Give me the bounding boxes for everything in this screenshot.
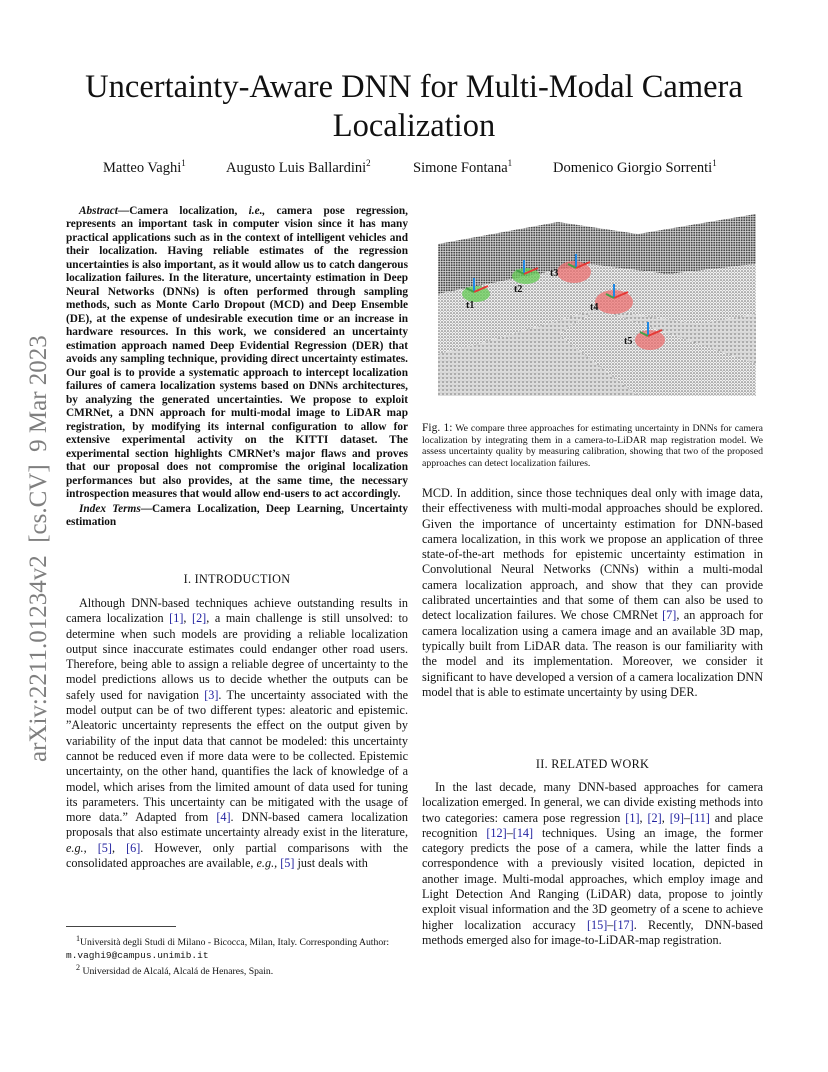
- citation-link[interactable]: [1]: [169, 611, 184, 626]
- footnote-rule: [66, 926, 176, 927]
- citation-link[interactable]: [7]: [662, 608, 677, 623]
- paragraph: [422, 780, 763, 948]
- footnote-mark: 1: [76, 934, 81, 943]
- author: [413, 160, 512, 177]
- text: –: [683, 810, 691, 825]
- affiliation-mark: 2: [366, 158, 371, 169]
- author-email[interactable]: m.vaghi9@campus.unimib.it: [66, 949, 209, 961]
- abstract: [66, 205, 408, 530]
- index-terms: Index Terms—Camera Localization, Deep Learning, Uncertainty estimation: [66, 502, 408, 529]
- citation-link[interactable]: [17]: [613, 917, 634, 932]
- citation-link[interactable]: [11]: [690, 810, 710, 825]
- text: MCD. In addition, since those techniques deal only with image data, their effectiveness with multi-modal approaches should be explored. Given the importance of uncertainty estimation for DNN-based camera localization, in this work we propose an application of three state-of-the-art methods for epistemic uncertainty estimation in Convolutional Neural Networks (CNNs) within a multi-modal camera localization approach, and show that they can provide calibrated uncertainties and that some of them can also be used to detect localization failures. We chose CMRNet: [422, 486, 763, 623]
- author-name: Simone Fontana: [413, 160, 508, 176]
- text: techniques. Using an image, the former category predicts the pose of a camera, while the latter finds a correspondence with a previously visited location, depicted in another image. Multi-modal approaches, which employ image and Light Detection And Ranging (LiDAR) data, propose to jointly exploit visual information and the 3D geometry of a scene to achieve higher localization accuracy: [422, 825, 763, 932]
- section-heading-related-work: [422, 757, 763, 772]
- index-terms-text: Camera Localization, Deep Learning, Uncertainty estimation: [66, 502, 408, 529]
- citation-link[interactable]: [2]: [647, 810, 662, 825]
- section-heading-introduction: [66, 572, 408, 587]
- paragraph: [422, 486, 763, 700]
- index-terms-label: Index Terms: [79, 502, 141, 515]
- related-work-text: [422, 780, 763, 948]
- red-uncertainty-ellipse: [635, 330, 665, 350]
- paper-title: Uncertainty-Aware DNN for Multi-Modal Camera Localization: [85, 69, 743, 144]
- citation-link[interactable]: [3]: [204, 687, 219, 702]
- pose-label: t2: [514, 284, 523, 295]
- abstract-text: camera pose regression, represents an important task in computer vision since it has many practical applications such as in the context of intelligent vehicles and their localization. Having reliable estimates of the regression uncertainties is also important, as it would allow us to catch dangerous localization failures. In the literature, uncertainty estimation in Deep Neural Networks (DNNs) is often performed through sampling methods, such as Monte Carlo Dropout (MCD) and Deep Ensemble (DE), at the expense of undesirable execution time or an increase in hardware resources. In this work, we considered an uncertainty estimation approach named Deep Evidential Regression (DER) that avoids any sampling technique, providing direct uncertainty estimates. Our goal is to provide a systematic approach to intercept localization failures of camera localization systems based on DNNs architectures, by analyzing the generated uncertainties. We propose to exploit CMRNet, a DNN approach for multi-modal image to LiDAR map registration, by modifying its internal configuration to allow for extensive experimental activity on the KITTI dataset. The experimental section highlights CMRNet’s major flaws and proves that our proposal does not compromise the original localization performances but also provides, at the same time, the necessary introspection measures that would allow end-users to act accordingly.: [66, 205, 408, 501]
- author-name: Augusto Luis Ballardini: [226, 160, 367, 176]
- text: –: [607, 917, 614, 932]
- footnote-text: Universidad de Alcalá, Alcalá de Henares, Spain.: [82, 966, 274, 978]
- footnote-2: [66, 962, 408, 979]
- affiliation-mark: 1: [507, 158, 513, 169]
- footnote-mark: 2: [76, 963, 81, 973]
- paragraph: [66, 596, 408, 871]
- text: . The uncertainty associated with the model output can be of two different types: aleatoric and epistemic. ”Aleatoric uncertainty represents the effect on the output given by variability of the input data that cannot be modeled: this uncertainty cannot be reduced even if more data were to be collected. Epistemic uncertainty, on the other hand, quantifies the lack of knowledge of a model, which arises from the limited amount of data used for tuning its parameters. This uncertainty can be mitigated with the usage of more data.” Adapted from: [66, 687, 408, 825]
- citation-link[interactable]: [6]: [126, 840, 141, 855]
- author: [226, 160, 371, 177]
- pose-label: t4: [590, 302, 599, 313]
- text: , a main challenge is still unsolved: to determine when such models are providing a reliable localization output since inaccurate estimates could endanger other road users. Therefore, being able to assign a reliable degree of uncertainty to the model predictions allows us to decide whether the outputs can be safely used for navigation: [66, 611, 409, 702]
- text: Although DNN-based techniques achieve outstanding results in camera localization: [66, 596, 408, 626]
- text: e.g.,: [66, 840, 87, 855]
- author: [553, 160, 717, 177]
- abstract-paragraph: Abstract—Camera localization, i.e., camera pose regression, represents an important task in computer vision since it has many practical applications such as in the context of intelligent vehicles and their localization. Having reliable estimates of the regression uncertainties is also important, as it would allow us to catch dangerous localization failures. In the literature, uncertainty estimation in Deep Neural Networks (DNNs) is often performed through sampling methods, such as Monte Carlo Dropout (MCD) and Deep Ensemble (DE), at the expense of undesirable execution time or an increase in hardware resources. In this work, we considered an uncertainty estimation approach named Deep Evidential Regression (DER) that avoids any sampling technique, providing direct uncertainty estimates. Our goal is to provide a systematic approach to intercept localization failures of camera localization systems based on DNNs architectures, by analyzing the generated uncertainties. We propose to exploit CMRNet, a DNN approach for multi-modal image to LiDAR map registration, by modifying its internal configuration to allow for extensive experimental activity on the KITTI dataset. The experimental section highlights CMRNet’s major flaws and proves that our proposal does not compromise the original localization performances but also provides, at the same time, the necessary introspection measures that would allow end-users to act accordingly.: [66, 205, 408, 501]
- arxiv-id: arXiv:2211.01234v2 [cs.CV] 9 Mar 2023: [25, 335, 52, 762]
- citation-link[interactable]: [4]: [216, 810, 231, 825]
- text: e.g.,: [256, 856, 278, 871]
- text: ,: [183, 611, 193, 626]
- citation-link[interactable]: [5]: [280, 856, 295, 871]
- right-column-text: [422, 486, 763, 700]
- author: [103, 160, 186, 177]
- citation-link[interactable]: [2]: [192, 611, 207, 626]
- caption-text: We compare three approaches for estimating uncertainty in DNNs for camera localization by integrating them in a camera-to-LiDAR map registration model. We assess uncertainty quality by measuring calibration, showing that two of the proposed approaches can detect localization failures.: [422, 423, 763, 469]
- abstract-ie: i.e.,: [248, 205, 266, 217]
- introduction-text: [66, 596, 408, 871]
- footnotes: [66, 933, 408, 979]
- text: . However, only partial comparisons with the consolidated approaches are available,: [66, 840, 408, 871]
- affiliation-mark: 1: [712, 158, 717, 169]
- section-title: II. RELATED WORK: [535, 757, 650, 771]
- author-name: Domenico Giorgio Sorrenti: [553, 160, 713, 176]
- section-title: I. INTRODUCTION: [183, 572, 291, 586]
- text: [87, 841, 98, 855]
- arxiv-stamp: [22, 292, 52, 762]
- pose-label: t5: [624, 336, 633, 347]
- text: ,: [661, 810, 670, 825]
- pose-label: t3: [550, 268, 559, 279]
- citation-link[interactable]: [9]: [669, 810, 684, 825]
- footnote-1: [66, 933, 408, 962]
- author-name: Matteo Vaghi: [103, 160, 182, 176]
- caption-label: Fig. 1:: [422, 422, 453, 434]
- text: . Recently, DNN-based methods emerged also for image-to-LiDAR-map registration.: [422, 917, 763, 947]
- citation-link[interactable]: [12]: [486, 825, 507, 840]
- figure-1-lidar-map: [438, 204, 756, 396]
- text: and place recognition: [422, 810, 764, 840]
- citation-link[interactable]: [14]: [512, 825, 534, 840]
- text: ,: [639, 810, 648, 825]
- text: , an approach for camera localization using a camera image and an available 3D map, typically built from LiDAR data. The reason is our familiarity with the model and its implementation. Moreover, we consider it significant to have developed a version of a camera localization DNN model that is able to estimate uncertainty by using DER.: [422, 608, 763, 699]
- citation-link[interactable]: [15]: [586, 917, 608, 932]
- citation-link[interactable]: [1]: [625, 810, 640, 825]
- text: In the last decade, many DNN-based approaches for camera localization emerged. In general, we can divide existing methods into two categories: camera pose regression: [422, 780, 763, 825]
- figure-1-caption: [422, 423, 763, 469]
- text: ,: [111, 840, 127, 855]
- abstract-text: Camera localization,: [129, 205, 249, 217]
- affiliation-mark: 1: [181, 158, 186, 169]
- text: just deals with: [294, 856, 368, 871]
- footnote-text: Università degli Studi di Milano - Bicocca, Milan, Italy. Corresponding Author:: [80, 937, 390, 949]
- pose-label: t1: [466, 300, 475, 311]
- text: –: [506, 825, 513, 840]
- abstract-label: Abstract: [79, 205, 118, 217]
- text: . DNN-based camera localization proposals that also estimate uncertainty already exist in the literature,: [66, 810, 408, 840]
- citation-link[interactable]: [5]: [97, 840, 112, 855]
